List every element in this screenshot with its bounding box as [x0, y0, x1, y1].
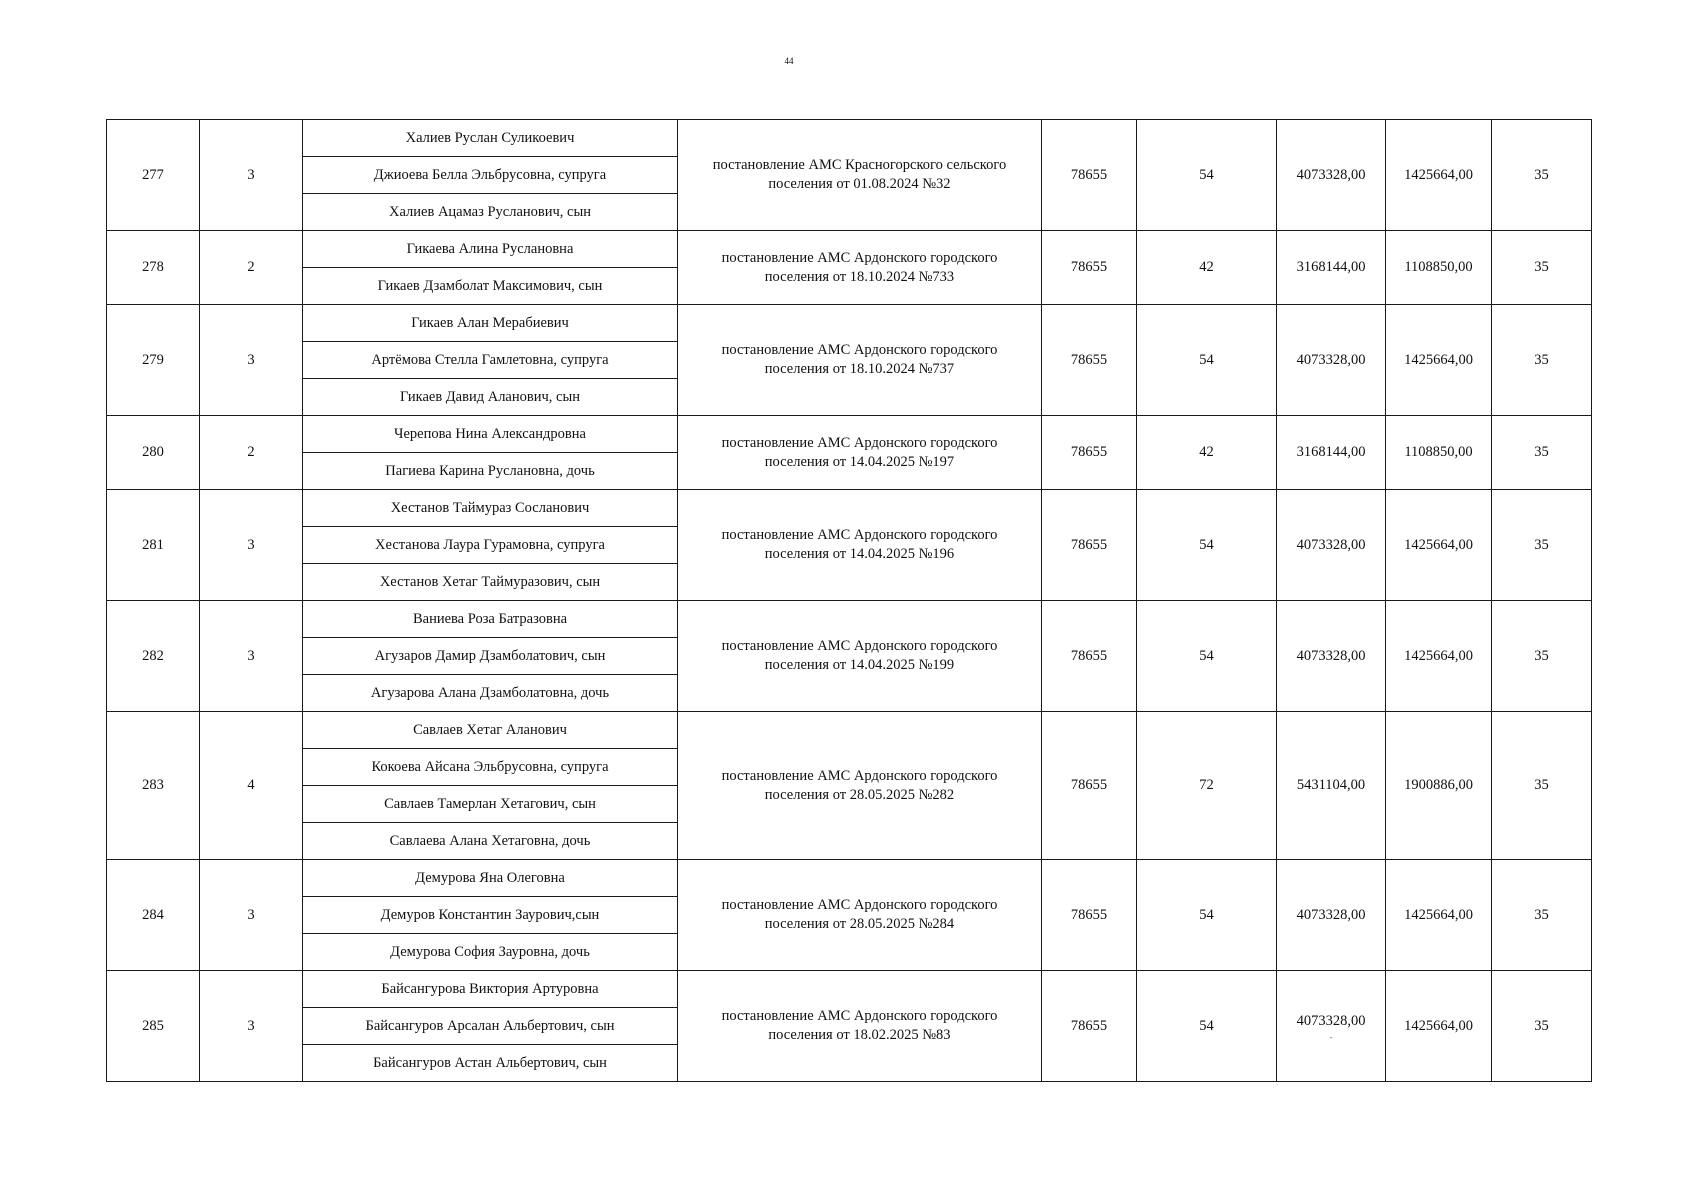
payment-amount-cell: 1425664,00	[1386, 490, 1492, 601]
record-number-cell: 279	[107, 305, 200, 416]
housing-subsidy-register-table	[106, 119, 1592, 1082]
family-size-cell: 3	[200, 971, 303, 1082]
decree-line-1: постановление АМС Ардонского городского	[721, 342, 998, 358]
total-cost-mark: -	[1329, 1031, 1333, 1042]
percent-cell: 35	[1492, 305, 1592, 416]
payment-amount-cell: 1425664,00	[1386, 860, 1492, 971]
payment-amount-cell: 1425664,00	[1386, 601, 1492, 712]
family-member-cell: Демуров Константин Заурович,сын	[303, 897, 678, 934]
family-member-cell: Хестанов Таймураз Сосланович	[303, 490, 678, 527]
decree-cell	[678, 601, 1042, 712]
decree-cell	[678, 120, 1042, 231]
area-cell: 54	[1137, 490, 1277, 601]
table-row	[107, 231, 1592, 268]
decree-line-2: поселения от 14.04.2025 №197	[764, 453, 955, 470]
area-cell: 54	[1137, 305, 1277, 416]
table-row	[107, 490, 1592, 527]
total-cost-value: 4073328,00	[1296, 1012, 1366, 1029]
payment-amount-cell: 1900886,00	[1386, 712, 1492, 860]
decree-line-1: постановление АМС Ардонского городского	[721, 638, 998, 654]
percent-cell: 35	[1492, 231, 1592, 305]
total-cost-value: 4073328,00	[1296, 647, 1366, 664]
area-cell: 72	[1137, 712, 1277, 860]
record-number-cell: 281	[107, 490, 200, 601]
decree-line-2: поселения от 18.10.2024 №733	[764, 268, 955, 285]
norm-cost-cell: 78655	[1042, 860, 1137, 971]
family-member-cell: Ваниева Роза Батразовна	[303, 601, 678, 638]
decree-line-2: поселения от 18.10.2024 №737	[764, 361, 955, 377]
percent-cell: 35	[1492, 971, 1592, 1082]
decree-line-1: постановление АМС Красногорского сельского	[712, 157, 1007, 173]
family-member-cell: Халиев Ацамаз Русланович, сын	[303, 194, 678, 231]
family-member-cell: Гикаев Дзамболат Максимович, сын	[303, 268, 678, 305]
decree-line-1: постановление АМС Ардонского городского	[721, 767, 998, 784]
family-size-cell: 2	[200, 416, 303, 490]
total-cost-cell	[1277, 971, 1386, 1082]
table-row	[107, 860, 1592, 897]
family-size-cell: 3	[200, 601, 303, 712]
decree-line-2: поселения от 28.05.2025 №282	[764, 786, 955, 803]
total-cost-cell	[1277, 712, 1386, 860]
family-member-cell: Байсангуров Арсалан Альбертович, сын	[303, 1008, 678, 1045]
record-number-cell: 277	[107, 120, 200, 231]
decree-line-2: поселения от 28.05.2025 №284	[764, 916, 955, 932]
decree-line-2: поселения от 18.02.2025 №83	[768, 1027, 951, 1043]
record-number-cell: 284	[107, 860, 200, 971]
percent-cell: 35	[1492, 860, 1592, 971]
family-member-cell: Джиоева Белла Эльбрусовна, супруга	[303, 157, 678, 194]
family-member-cell: Демурова София Зауровна, дочь	[303, 934, 678, 971]
table-row	[107, 971, 1592, 1008]
total-cost-cell	[1277, 231, 1386, 305]
family-member-cell: Савлаев Хетаг Аланович	[303, 712, 678, 749]
decree-cell	[678, 971, 1042, 1082]
family-member-cell: Хестанов Хетаг Таймуразович, сын	[303, 564, 678, 601]
payment-amount-cell: 1425664,00	[1386, 120, 1492, 231]
register-body	[107, 120, 1592, 1082]
family-member-cell: Байсангуров Астан Альбертович, сын	[303, 1045, 678, 1082]
family-member-cell: Гикаев Давид Аланович, сын	[303, 379, 678, 416]
decree-line-2: поселения от 01.08.2024 №32	[768, 176, 951, 192]
table-row	[107, 120, 1592, 157]
family-member-cell: Пагиева Карина Руслановна, дочь	[303, 453, 678, 490]
page-number: 44	[784, 56, 794, 66]
family-size-cell: 2	[200, 231, 303, 305]
norm-cost-cell: 78655	[1042, 490, 1137, 601]
total-cost-cell	[1277, 490, 1386, 601]
decree-cell	[678, 712, 1042, 860]
total-cost-value: 4073328,00	[1296, 536, 1366, 553]
payment-amount-cell: 1108850,00	[1386, 416, 1492, 490]
decree-cell	[678, 490, 1042, 601]
record-number-cell: 282	[107, 601, 200, 712]
table-row	[107, 416, 1592, 453]
table-row	[107, 712, 1592, 749]
family-member-cell: Демурова Яна Олеговна	[303, 860, 678, 897]
total-cost-value: 4073328,00	[1296, 166, 1366, 183]
decree-line-1: постановление АМС Ардонского городского	[721, 249, 998, 266]
family-size-cell: 3	[200, 120, 303, 231]
family-member-cell: Савлаева Алана Хетаговна, дочь	[303, 823, 678, 860]
total-cost-value: 4073328,00	[1296, 906, 1366, 923]
record-number-cell: 283	[107, 712, 200, 860]
record-number-cell: 278	[107, 231, 200, 305]
decree-cell	[678, 416, 1042, 490]
total-cost-cell	[1277, 120, 1386, 231]
total-cost-cell	[1277, 601, 1386, 712]
family-member-cell: Артёмова Стелла Гамлетовна, супруга	[303, 342, 678, 379]
family-member-cell: Хестанова Лаура Гурамовна, супруга	[303, 527, 678, 564]
norm-cost-cell: 78655	[1042, 416, 1137, 490]
decree-line-1: постановление АМС Ардонского городского	[721, 434, 998, 451]
family-member-cell: Савлаев Тамерлан Хетагович, сын	[303, 786, 678, 823]
decree-cell	[678, 305, 1042, 416]
table-row	[107, 601, 1592, 638]
family-member-cell: Кокоева Айсана Эльбрусовна, супруга	[303, 749, 678, 786]
family-size-cell: 3	[200, 490, 303, 601]
decree-line-1: постановление АМС Ардонского городского	[721, 527, 998, 543]
total-cost-value: 3168144,00	[1296, 444, 1366, 460]
decree-line-2: поселения от 14.04.2025 №196	[764, 546, 955, 562]
family-member-cell: Байсангурова Виктория Артуровна	[303, 971, 678, 1008]
payment-amount-cell: 1425664,00	[1386, 971, 1492, 1082]
percent-cell: 35	[1492, 120, 1592, 231]
total-cost-value: 3168144,00	[1296, 259, 1366, 275]
area-cell: 54	[1137, 971, 1277, 1082]
total-cost-value: 4073328,00	[1296, 351, 1366, 368]
family-member-cell: Гикаева Алина Руслановна	[303, 231, 678, 268]
family-member-cell: Гикаев Алан Мерабиевич	[303, 305, 678, 342]
family-size-cell: 3	[200, 860, 303, 971]
norm-cost-cell: 78655	[1042, 601, 1137, 712]
total-cost-cell	[1277, 860, 1386, 971]
decree-cell	[678, 231, 1042, 305]
percent-cell: 35	[1492, 416, 1592, 490]
area-cell: 54	[1137, 120, 1277, 231]
table-row	[107, 305, 1592, 342]
norm-cost-cell: 78655	[1042, 231, 1137, 305]
percent-cell: 35	[1492, 712, 1592, 860]
family-member-cell: Агузаров Дамир Дзамболатович, сын	[303, 638, 678, 675]
record-number-cell: 285	[107, 971, 200, 1082]
record-number-cell: 280	[107, 416, 200, 490]
total-cost-cell	[1277, 416, 1386, 490]
decree-line-1: постановление АМС Ардонского городского	[721, 1008, 998, 1024]
family-size-cell: 3	[200, 305, 303, 416]
area-cell: 54	[1137, 601, 1277, 712]
total-cost-cell	[1277, 305, 1386, 416]
norm-cost-cell: 78655	[1042, 305, 1137, 416]
total-cost-value: 5431104,00	[1296, 777, 1366, 793]
payment-amount-cell: 1425664,00	[1386, 305, 1492, 416]
payment-amount-cell: 1108850,00	[1386, 231, 1492, 305]
area-cell: 42	[1137, 231, 1277, 305]
norm-cost-cell: 78655	[1042, 120, 1137, 231]
decree-line-2: поселения от 14.04.2025 №199	[764, 657, 955, 673]
area-cell: 42	[1137, 416, 1277, 490]
norm-cost-cell: 78655	[1042, 712, 1137, 860]
family-size-cell: 4	[200, 712, 303, 860]
percent-cell: 35	[1492, 490, 1592, 601]
norm-cost-cell: 78655	[1042, 971, 1137, 1082]
family-member-cell: Агузарова Алана Дзамболатовна, дочь	[303, 675, 678, 712]
area-cell: 54	[1137, 860, 1277, 971]
family-member-cell: Халиев Руслан Суликоевич	[303, 120, 678, 157]
decree-cell	[678, 860, 1042, 971]
percent-cell: 35	[1492, 601, 1592, 712]
family-member-cell: Черепова Нина Александровна	[303, 416, 678, 453]
decree-line-1: постановление АМС Ардонского городского	[721, 897, 998, 913]
